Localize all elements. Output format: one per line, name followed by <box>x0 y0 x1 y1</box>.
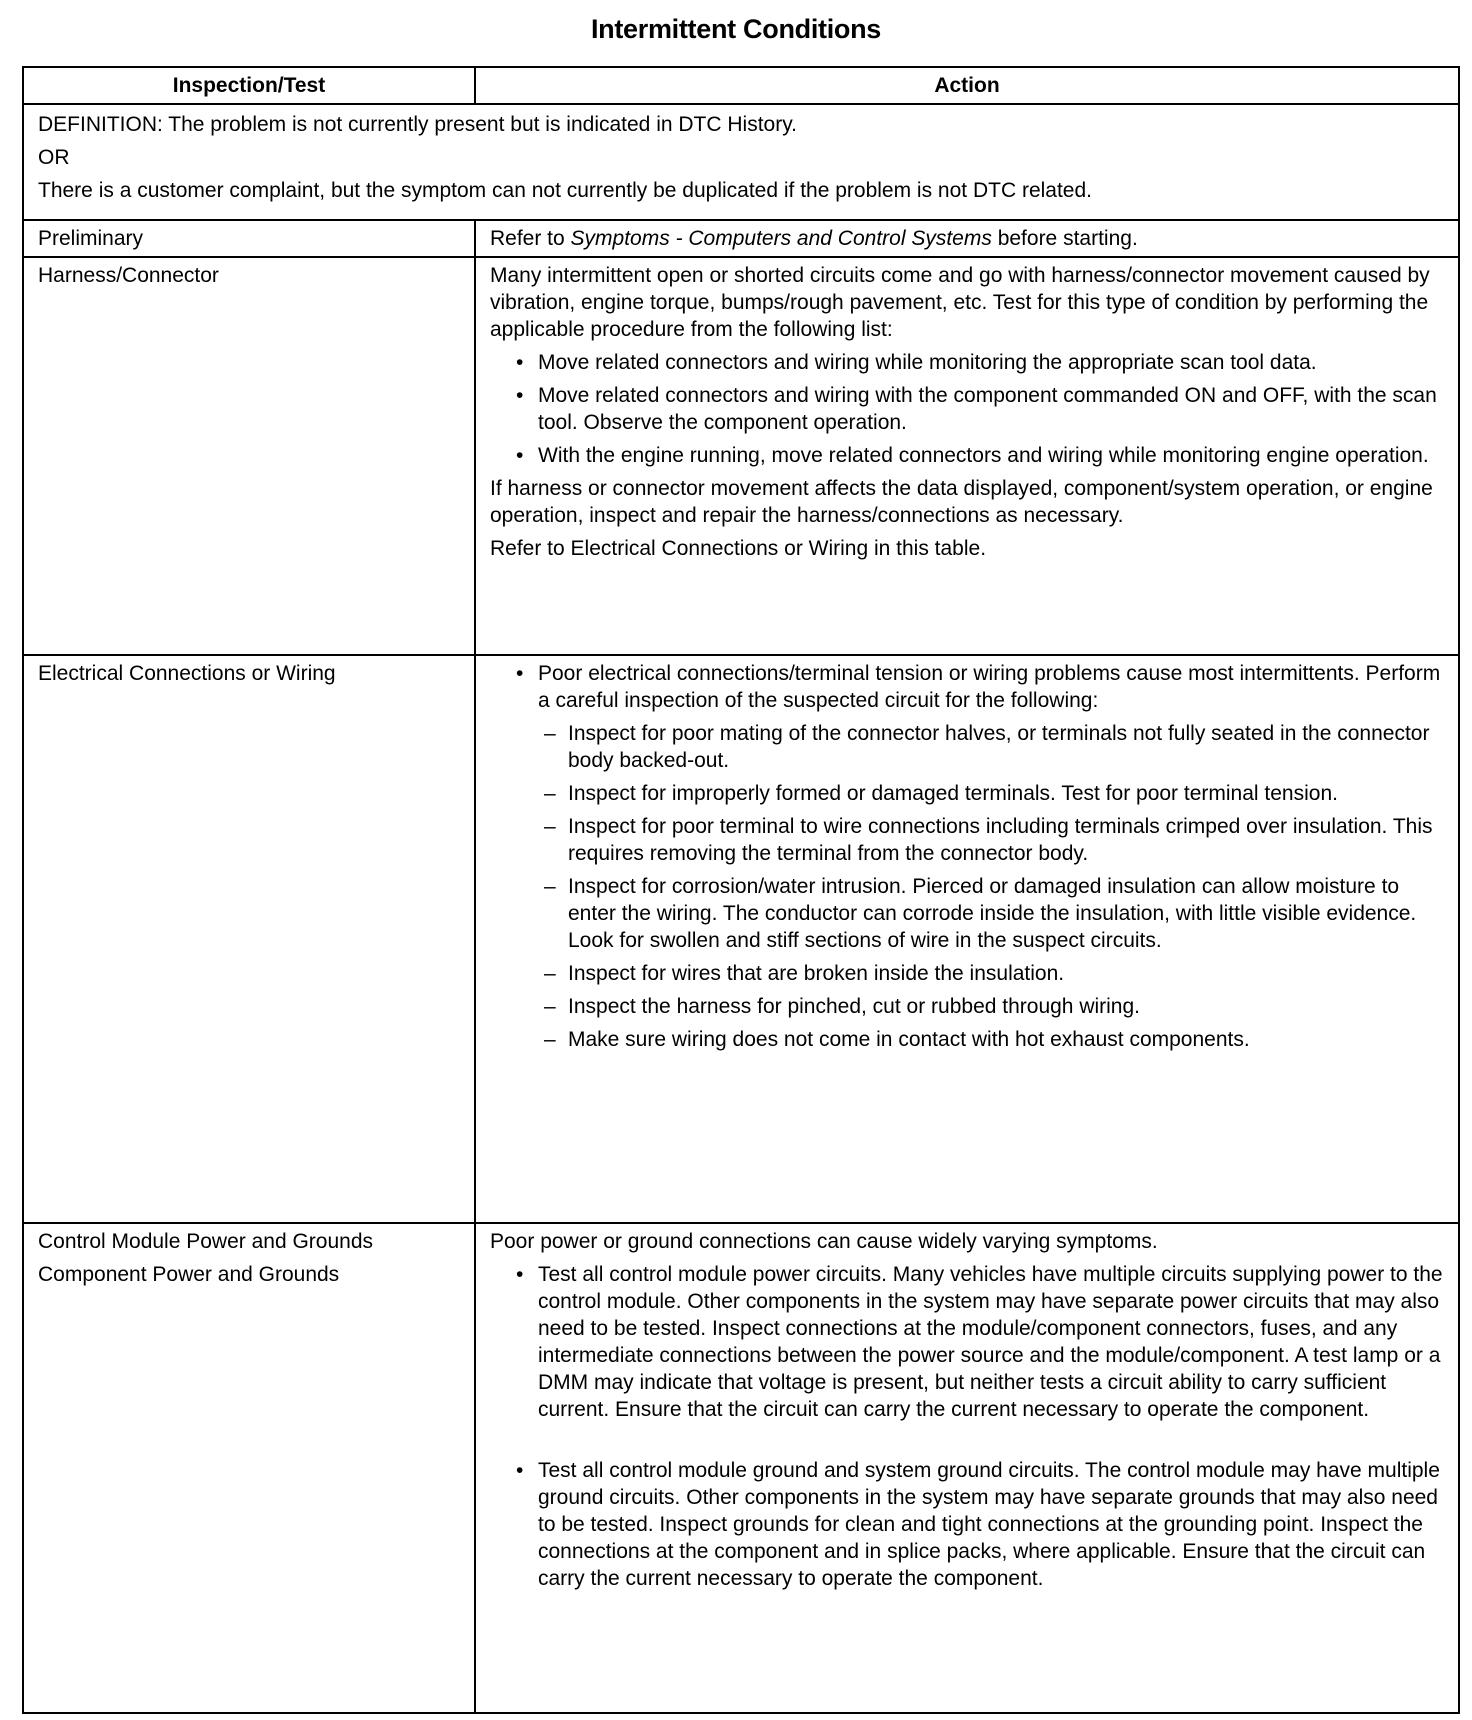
dash-item <box>544 720 1444 774</box>
dash-item <box>544 1026 1444 1053</box>
header-action: Action <box>475 67 1459 104</box>
bullet-item <box>516 382 1444 436</box>
header-inspection-test: Inspection/Test <box>23 67 475 104</box>
table-row-harness <box>23 257 1459 655</box>
dash-icon: – <box>544 875 556 898</box>
action-cell <box>475 257 1459 655</box>
dash-item <box>544 780 1444 807</box>
text: Inspect for improperly formed or damaged terminals. Test for poor terminal tension. <box>568 782 1338 805</box>
text: Inspect for poor mating of the connector halves, or terminals not fully seated in the connector body backed-out. <box>568 722 1430 772</box>
definition-text: DEFINITION: The problem is not currently present but is indicated in DTC History. <box>38 113 797 136</box>
text: before starting. <box>991 227 1138 250</box>
bullet-icon: • <box>516 662 524 685</box>
text: If harness or connector movement affects the data displayed, component/system operation, or engine operation, inspect and repair the harness/connections as necessary. <box>490 477 1433 527</box>
definition-or: OR <box>38 146 70 169</box>
action-cell <box>475 655 1459 1223</box>
dash-icon: – <box>544 782 556 805</box>
bullet-item <box>516 1261 1444 1423</box>
text: Inspect the harness for pinched, cut or rubbed through wiring. <box>568 995 1141 1018</box>
text: Refer to <box>490 227 571 250</box>
page-title: Intermittent Conditions <box>590 14 882 44</box>
definition-row <box>23 104 1459 220</box>
table-row-electrical <box>23 655 1459 1223</box>
inspection-label: Harness/Connector <box>23 257 475 655</box>
bullet-item <box>516 660 1444 714</box>
definition-alt: There is a customer complaint, but the symptom can not currently be duplicated if the problem is not DTC related. <box>38 179 1092 202</box>
intermittent-conditions-table <box>22 66 1460 1714</box>
bullet-icon: • <box>516 444 524 467</box>
text: Make sure wiring does not come in contact with hot exhaust components. <box>568 1028 1250 1051</box>
dash-item <box>544 960 1444 987</box>
bullet-icon: • <box>516 351 524 374</box>
bullet-item <box>516 442 1444 469</box>
text: Test all control module ground and system ground circuits. The control module may have multiple ground circuits. Other components in the system may have separate grounds that may also need to be tested. Inspect grounds for clean and tight connections at the grounding point. Inspect the connections at the component and in splice packs, where applicable. Ensure that the circuit can carry the current necessary to operate the component. <box>538 1459 1440 1590</box>
table-row-preliminary <box>23 220 1459 257</box>
inspection-label: Electrical Connections or Wiring <box>23 655 475 1223</box>
inspection-label <box>23 1223 475 1713</box>
text: With the engine running, move related connectors and wiring while monitoring engine operation. <box>538 444 1429 467</box>
table-row-power-grounds <box>23 1223 1459 1713</box>
dash-icon: – <box>544 815 556 838</box>
text: Many intermittent open or shorted circuits come and go with harness/connector movement caused by vibration, engine torque, bumps/rough pavement, etc. Test for this type of condition by performing the applicable procedure from the following list: <box>490 264 1430 341</box>
text: Test all control module power circuits. Many vehicles have multiple circuits supplying power to the control module. Other components in the system may have separate power circuits that may also need to be tested. Inspect connections at the module/component connectors, fuses, and any intermediate connections between the power source and the module/component. A test lamp or a DMM may indicate that voltage is present, but neither tests a circuit ability to carry sufficient current. Ensure that the circuit can carry the current necessary to operate the component. <box>538 1263 1443 1421</box>
text: Inspect for poor terminal to wire connections including terminals crimped over insulation. This requires removing the terminal from the connector body. <box>568 815 1433 865</box>
text: Move related connectors and wiring with the component commanded ON and OFF, with the scan tool. Observe the component operation. <box>538 384 1437 434</box>
dash-item <box>544 813 1444 867</box>
dash-item <box>544 873 1444 954</box>
text: Refer to Electrical Connections or Wiring in this table. <box>490 537 987 560</box>
inspection-label: Preliminary <box>23 220 475 257</box>
text: Inspect for corrosion/water intrusion. Pierced or damaged insulation can allow moisture to enter the wiring. The conductor can corrode inside the insulation, with little visible evidence. Look for swollen and stiff sections of wire in the suspect circuits. <box>568 875 1417 952</box>
dash-icon: – <box>544 722 556 745</box>
action-cell <box>475 220 1459 257</box>
bullet-item <box>516 349 1444 376</box>
header-row <box>23 67 1459 104</box>
dash-icon: – <box>544 1028 556 1051</box>
bullet-icon: • <box>516 384 524 407</box>
text: Component Power and Grounds <box>38 1263 340 1286</box>
reference-link: Symptoms - Computers and Control Systems <box>570 227 992 250</box>
dash-icon: – <box>544 995 556 1018</box>
action-cell <box>475 1223 1459 1713</box>
bullet-item <box>516 1457 1444 1592</box>
bullet-icon: • <box>516 1459 524 1482</box>
text: Move related connectors and wiring while monitoring the appropriate scan tool data. <box>538 351 1317 374</box>
dash-icon: – <box>544 962 556 985</box>
text: Poor power or ground connections can cause widely varying symptoms. <box>490 1230 1158 1253</box>
text: Inspect for wires that are broken inside the insulation. <box>568 962 1065 985</box>
text: Control Module Power and Grounds <box>38 1230 374 1253</box>
text: Poor electrical connections/terminal tension or wiring problems cause most intermittents. Perform a careful inspection of the suspected circuit for the following: <box>538 662 1441 712</box>
bullet-icon: • <box>516 1263 524 1286</box>
dash-item <box>544 993 1444 1020</box>
